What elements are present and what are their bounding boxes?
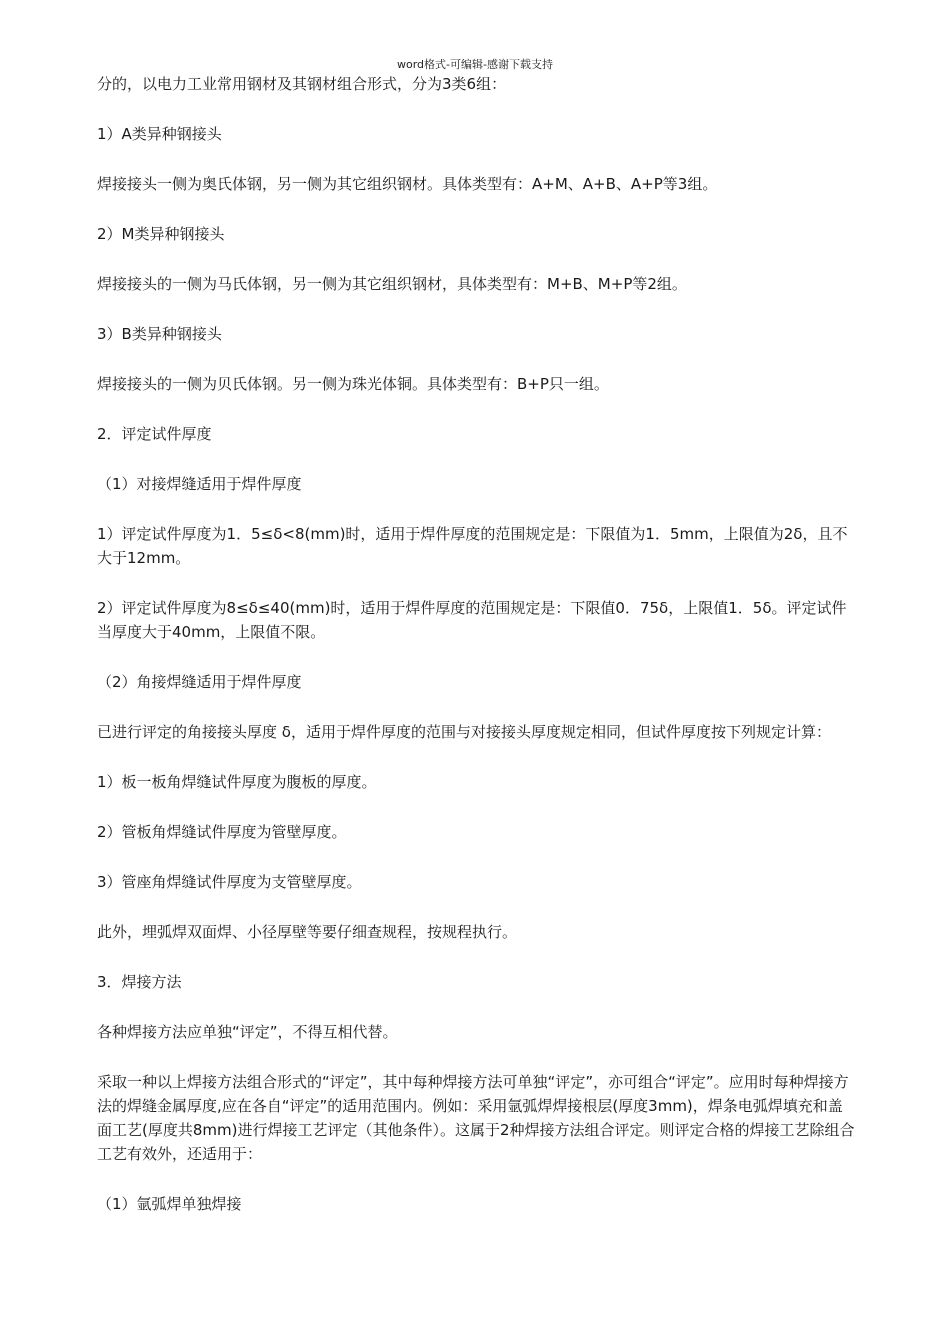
paragraph-m-class-desc: 焊接接头的一侧为马氏体钢，另一侧为其它组织钢材，具体类型有：M+B、M+P等2组。 bbox=[97, 275, 687, 293]
page-header: word格式-可编辑-感谢下载支持 bbox=[397, 58, 553, 71]
subheading-fillet-weld: （2）角接焊缝适用于焊件厚度 bbox=[97, 673, 302, 691]
item-argon-arc-only: （1）氩弧焊单独焊接 bbox=[97, 1195, 242, 1213]
paragraph-a-class-desc: 焊接接头一侧为奥氏体钢，另一侧为其它组织钢材。具体类型有：A+M、A+B、A+P等3组。 bbox=[97, 175, 718, 193]
paragraph-method-combined: 采取一种以上焊接方法组合形式的“评定”，其中每种焊接方法可单独“评定”，亦可组合“评定”。应用时每种焊接方法的焊缝金属厚度,应在各自“评定”的适用范围内。例如：采用氩弧焊焊接根层(厚度3mm)，焊条电弧焊填充和盖面工艺(厚度共8mm)进行焊接工艺评定（其他条件）。这属于2种焊接方法组合评定。则评定合格的焊接工艺除组合工艺有效外，还适用于： bbox=[97, 1073, 855, 1163]
section-heading-welding-method: 3．焊接方法 bbox=[97, 973, 182, 991]
paragraph-fillet-rule: 已进行评定的角接接头厚度 δ，适用于焊件厚度的范围与对接接头厚度规定相同，但试件厚度按下列规定计算： bbox=[97, 723, 831, 741]
paragraph-intro: 分的，以电力工业常用钢材及其钢材组合形式，分为3类6组： bbox=[97, 75, 507, 93]
item-m-class-joint: 2）M类异种钢接头 bbox=[97, 225, 225, 243]
paragraph-thickness-rule-2: 2）评定试件厚度为8≤δ≤40(mm)时，适用于焊件厚度的范围规定是：下限值0．75δ，上限值1．5δ。评定试件当厚度大于40mm，上限值不限。 bbox=[97, 599, 847, 641]
item-branch-fillet: 3）管座角焊缝试件厚度为支管壁厚度。 bbox=[97, 873, 362, 891]
item-b-class-joint: 3）B类异种钢接头 bbox=[97, 325, 222, 343]
paragraph-other-notes: 此外，埋弧焊双面焊、小径厚壁等要仔细查规程，按规程执行。 bbox=[97, 923, 518, 941]
section-heading-thickness: 2．评定试件厚度 bbox=[97, 425, 212, 443]
paragraph-b-class-desc: 焊接接头的一侧为贝氏体钢。另一侧为珠光体铜。具体类型有：B+P只一组。 bbox=[97, 375, 609, 393]
item-plate-fillet: 1）板一板角焊缝试件厚度为腹板的厚度。 bbox=[97, 773, 377, 791]
subheading-butt-weld: （1）对接焊缝适用于焊件厚度 bbox=[97, 475, 302, 493]
document-body bbox=[97, 72, 857, 1242]
item-a-class-joint: 1）A类异种钢接头 bbox=[97, 125, 222, 143]
item-tube-plate-fillet: 2）管板角焊缝试件厚度为管壁厚度。 bbox=[97, 823, 347, 841]
paragraph-method-separate: 各种焊接方法应单独“评定”，不得互相代替。 bbox=[97, 1023, 398, 1041]
paragraph-thickness-rule-1: 1）评定试件厚度为1．5≤δ<8(mm)时，适用于焊件厚度的范围规定是：下限值为1．5mm，上限值为2δ，且不大于12mm。 bbox=[97, 525, 848, 567]
